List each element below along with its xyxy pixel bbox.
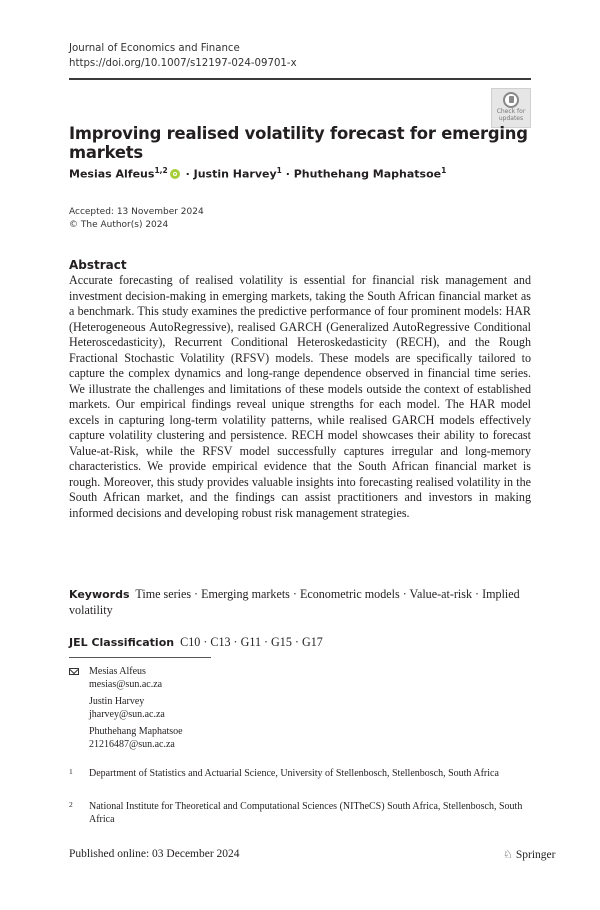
author-list [69,166,446,181]
abstract-heading: Abstract [69,258,127,272]
dates-block [69,206,204,232]
author-separator: · [285,167,290,181]
accepted-date: Accepted: 13 November 2024 [69,207,204,217]
keywords-label: Keywords [69,588,130,601]
author-name: Mesias Alfeus [69,167,155,181]
journal-name: Journal of Economics and Finance [69,43,240,54]
author-name: Phuthehang Maphatsoe [293,167,442,181]
affiliation-number: 2 [69,800,73,809]
check-for-updates-button[interactable] [491,88,531,128]
author-name: Justin Harvey [193,167,277,181]
paper-title: Improving realised volatility forecast for emerging markets [69,124,528,162]
correspondent-name: Justin Harvey [89,696,145,707]
copyright: © The Author(s) 2024 [69,220,169,230]
journal-header [69,41,297,71]
publisher-logo [503,848,555,861]
springer-horse-icon: ♘ [503,849,513,861]
orcid-icon[interactable] [170,169,180,179]
correspondent-name: Phuthehang Maphatsoe [89,726,183,737]
correspondent-email[interactable]: jharvey@sun.ac.za [89,708,165,720]
check-updates-label-2: updates [498,115,524,122]
jel-codes: C10 · C13 · G11 · G15 · G17 [180,635,323,649]
affiliation-number: 1 [69,767,73,776]
doi-link[interactable]: https://doi.org/10.1007/s12197-024-09701-x [69,58,297,69]
publisher-name: Springer [515,849,556,861]
correspondent-email[interactable]: 21216487@sun.ac.za [89,738,175,750]
correspondence-entry [89,696,165,721]
affiliation-text: Department of Statistics and Actuarial Science, University of Stellenbosch, Stellenbosch, South Africa [89,768,499,779]
header-rule [69,78,531,80]
envelope-icon [69,668,79,675]
bookmark-icon [503,92,519,108]
correspondent-name: Mesias Alfeus [89,666,146,677]
author-affil: 1,2 [154,166,168,175]
affiliation-text: National Institute for Theoretical and Computational Sciences (NITheCS) South Africa, Stellenbosch, South Africa [89,801,523,825]
abstract-text: Accurate forecasting of realised volatility is essential for financial risk management and investment decision-making in emerging markets, taking the South African financial market as a benchmark. This study examines the predictive performance of four prominent models: HAR (Heterogeneous AutoRegressive), realised GARCH (Generalized AutoRegressive Conditional Heteroscedasticity), Recurrent Conditional Heteroskedasticity (RECH), and the Rough Fractional Stochastic Volatility (RFSV) models. These models are specifically tailored to capture the complex dynamics and long-range dependence observed in financial time series. We illustrate the challenges and limitations of these models outside the context of established markets. Our empirical findings reveal unique strengths for each model. The HAR model excels in capturing long-term volatility patterns, while realised GARCH models effectively capture volatility clustering and persistence. RECH model showcases their ability to forecast Value-at-Risk, while the RFSV model successfully captures irregular and long-memory characteristics. We provide empirical evidence that the South African financial market is rough. Moreover, this study provides valuable insights into forecasting realised volatility in the South African market, and the findings can assist practitioners and investors in making informed decisions and developing robust risk management strategies. [69,273,531,520]
correspondent-email[interactable]: mesias@sun.ac.za [89,678,163,690]
keywords-text: Time series · Emerging markets · Econometric models · Value-at-risk · Implied volatility [69,587,520,617]
keywords [69,587,531,618]
correspondence-block [69,666,369,756]
footnote-rule [69,657,211,658]
published-date: Published online: 03 December 2024 [69,848,240,860]
jel-classification [69,635,323,650]
jel-label: JEL Classification [69,636,175,649]
author-separator: · [185,167,190,181]
author-affil: 1 [441,166,447,175]
author-affil: 1 [276,166,282,175]
check-updates-label-1: Check for [496,108,526,115]
correspondence-entry [89,726,183,751]
correspondence-entry [89,666,162,691]
